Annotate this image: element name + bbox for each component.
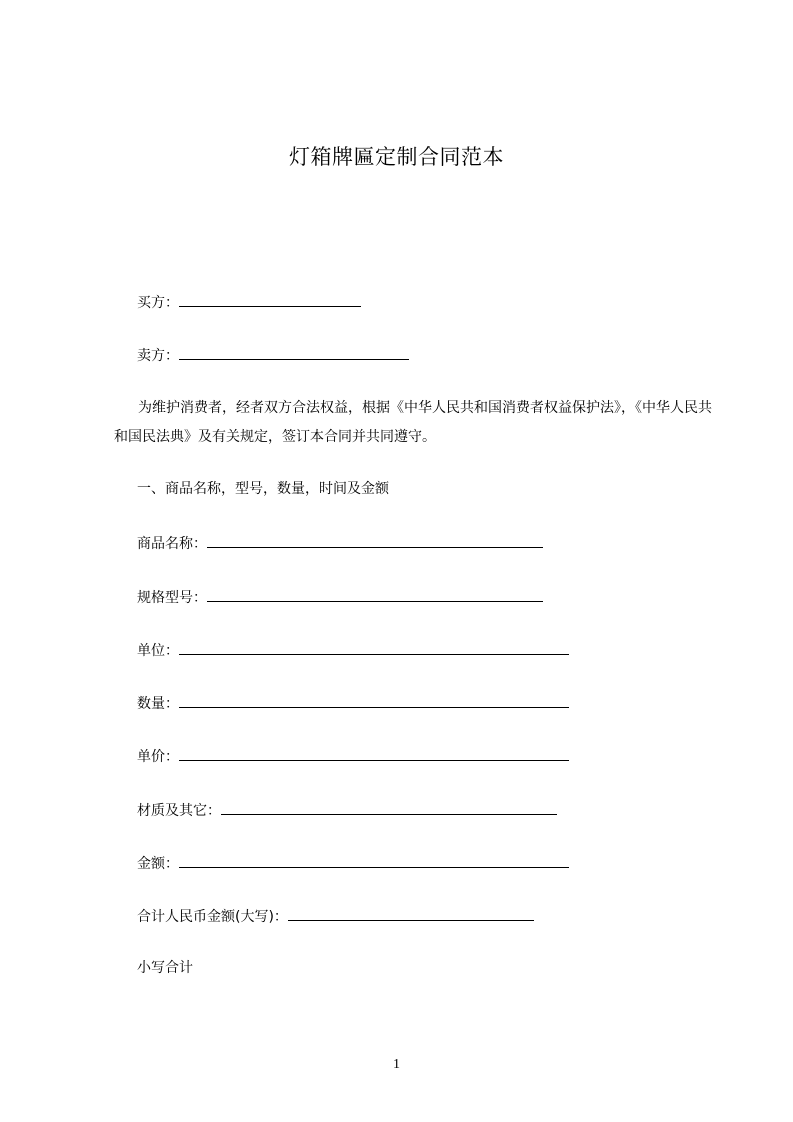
product-name-label: 商品名称：: [137, 536, 207, 552]
page-number: 1: [393, 1057, 400, 1072]
seller-blank: [179, 344, 409, 360]
total-upper-line: [137, 905, 534, 927]
product-name-line: [137, 532, 543, 554]
material-blank: [221, 799, 557, 815]
seller-label: 卖方：: [137, 348, 179, 364]
amount-line: [137, 852, 569, 874]
total-upper-blank: [288, 905, 534, 921]
quantity-line: [137, 692, 569, 714]
unit-price-blank: [179, 745, 569, 761]
unit-blank: [179, 639, 569, 655]
material-line: [137, 799, 557, 821]
spec-model-label: 规格型号：: [137, 590, 207, 606]
quantity-blank: [179, 692, 569, 708]
amount-blank: [179, 852, 569, 868]
unit-label: 单位：: [137, 643, 179, 659]
material-label: 材质及其它：: [137, 803, 221, 819]
amount-label: 金额：: [137, 856, 179, 872]
section-1-heading: 一、商品名称，型号，数量，时间及金额: [137, 481, 389, 497]
quantity-label: 数量：: [137, 696, 179, 712]
unit-price-line: [137, 745, 569, 767]
page-title: 灯箱牌匾定制合同范本: [289, 145, 504, 169]
unit-line: [137, 639, 569, 661]
seller-line: [137, 344, 409, 366]
buyer-line: [137, 291, 361, 313]
buyer-label: 买方：: [137, 295, 179, 311]
spec-model-line: [137, 586, 543, 608]
buyer-blank: [179, 291, 361, 307]
total-upper-label: 合计人民币金额(大写)：: [137, 909, 288, 925]
unit-price-label: 单价：: [137, 749, 179, 765]
product-name-blank: [207, 532, 543, 548]
intro-paragraph: 为维护消费者，经者双方合法权益，根据《中华人民共和国消费者权益保护法》，《中华人民共和国民法典》及有关规定，签订本合同并共同遵守。: [114, 400, 712, 445]
total-lower-label: 小写合计: [137, 960, 193, 976]
spec-model-blank: [207, 586, 543, 602]
